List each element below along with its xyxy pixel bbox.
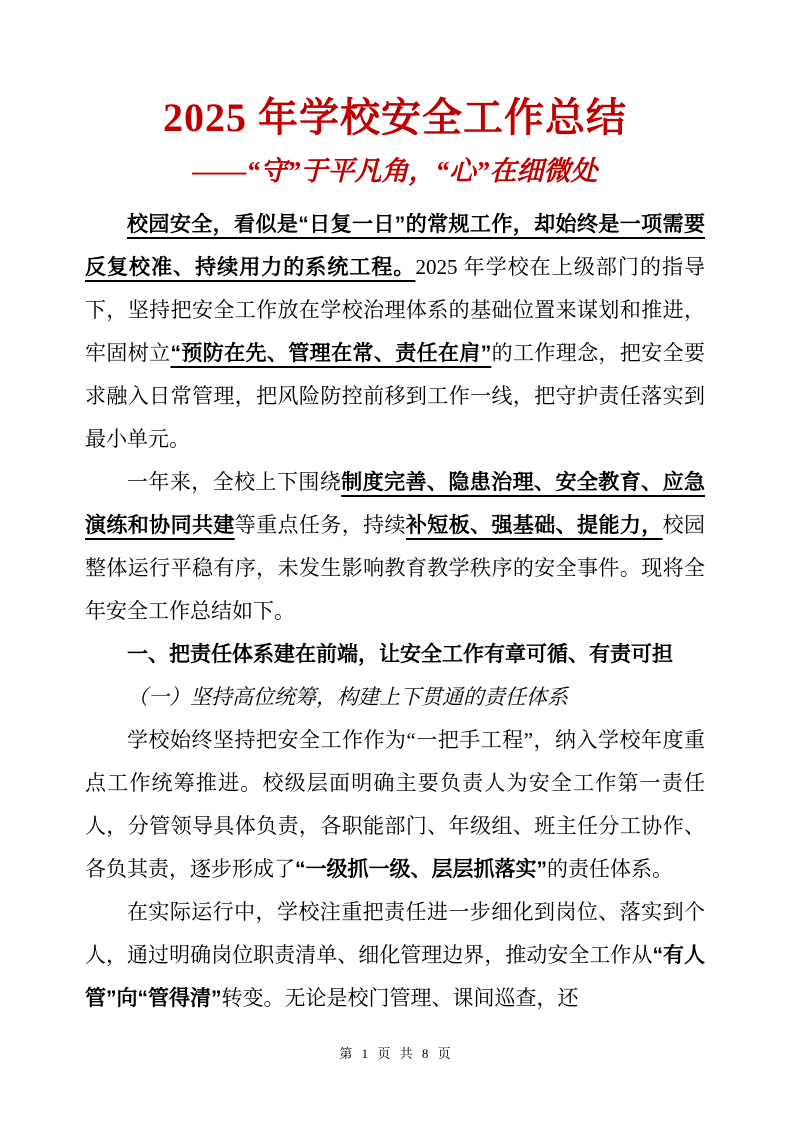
text-run: 在实际运行中，学校注重把责任进一步细化到岗位、落实到个人，通过明确岗位职责清单、细化管理边界，推动安全工作从 bbox=[85, 900, 705, 967]
text-run: “有人管”向“管得清” bbox=[85, 944, 706, 1010]
text-run: 补短板、强基础、提能力， bbox=[405, 514, 663, 537]
text-run: 等重点任务，持续 bbox=[234, 513, 406, 537]
text-run: 学校始终坚持把安全工作作为“一把手工程”，纳入学校年度重点工作统筹推进。校级层面明确主要负责人为安全工作第一责任人，分管领导具体负责，各职能部门、年级组、班主任分工协作、各负其责，逐步形成了 bbox=[85, 728, 705, 881]
text-run: 一年来，全校上下围绕 bbox=[127, 470, 342, 494]
paragraph-intro-1 bbox=[85, 203, 705, 461]
section-heading-1: 一、把责任体系建在前端，让安全工作有章可循、有责可担 bbox=[127, 643, 673, 666]
text-run: 的责任体系。 bbox=[547, 857, 673, 881]
paragraph-section-2 bbox=[85, 891, 705, 1020]
text-run: 校园安全，看似是“日复一日”的常规工作，却始终是一项需要反复校准、持续用力的系统工程。 bbox=[85, 213, 705, 279]
paragraph-intro-2 bbox=[85, 461, 705, 633]
paragraph-section-1 bbox=[85, 719, 705, 891]
text-run: 的工作理念，把安全要求融入日常管理，把风险防控前移到工作一线，把守护责任落实到最小单元。 bbox=[85, 341, 706, 451]
text-run: 2025 年学校在上级部门的指导下，坚持把安全工作放在学校治理体系的基础位置来谋划和推进，牢固树立 bbox=[85, 255, 706, 365]
document-subtitle: ——“守”于平凡角，“心”在细微处 bbox=[192, 156, 598, 186]
document-title: 2025 年学校安全工作总结 bbox=[163, 95, 627, 140]
page-number: 第 1 页 共 8 页 bbox=[339, 1046, 454, 1061]
text-run: 校园整体运行平稳有序，未发生影响教育教学秩序的安全事件。现将全年安全工作总结如下。 bbox=[85, 513, 706, 623]
text-run: 转变。无论是校门管理、课间巡查，还 bbox=[221, 986, 579, 1010]
text-run: “一级抓一级、层层抓落实” bbox=[295, 858, 547, 881]
text-run: “预防在先、管理在常、责任在肩” bbox=[170, 342, 492, 365]
document-body bbox=[85, 203, 705, 1020]
text-run: 制度完善、隐患治理、安全教育、应急演练和协同共建 bbox=[85, 471, 706, 537]
subsection-heading-1-1: （一）坚持高位统筹，构建上下贯通的责任体系 bbox=[127, 685, 568, 709]
